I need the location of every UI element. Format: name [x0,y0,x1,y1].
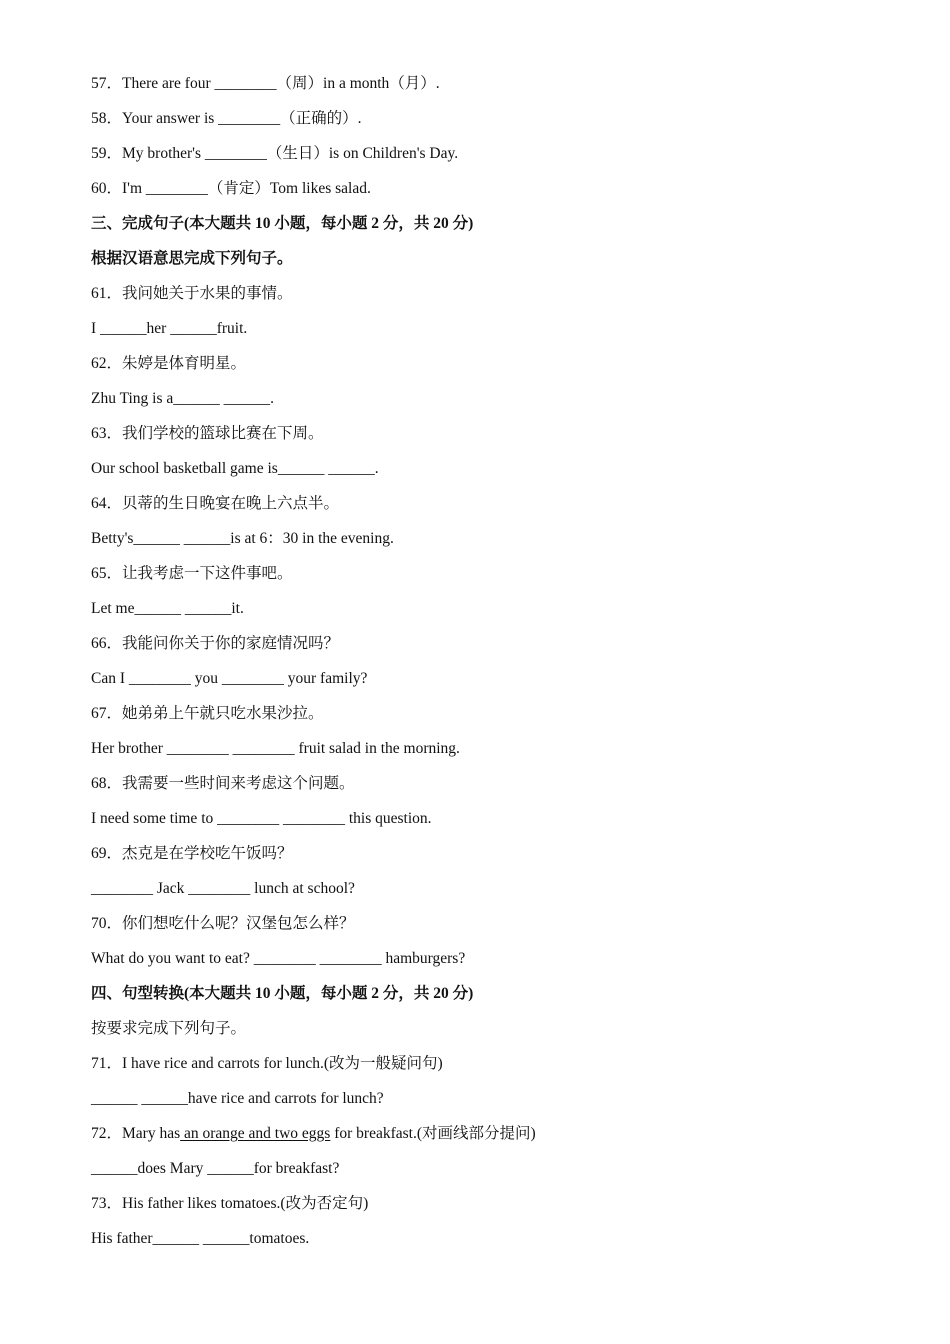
question-60: 60．I'm ________（肯定）Tom likes salad. [91,180,371,197]
question-72-prompt-end: for breakfast.(对画线部分提问) [330,1125,536,1142]
question-69-answer: ________ Jack ________ lunch at school? [91,880,355,897]
question-63-prompt: 63．我们学校的篮球比赛在下周。 [91,425,324,442]
question-69-prompt: 69．杰克是在学校吃午饭吗？ [91,845,293,862]
section-4-heading: 四、句型转换(本大题共 10 小题，每小题 2 分，共 20 分) [91,985,474,1002]
question-61-prompt: 61．我问她关于水果的事情。 [91,285,293,302]
question-70-answer: What do you want to eat? ________ ________ hamburgers? [91,950,466,967]
question-64-prompt: 64．贝蒂的生日晚宴在晚上六点半。 [91,495,340,512]
question-65-prompt: 65．让我考虑一下这件事吧。 [91,565,293,582]
section-3-heading: 三、完成句子(本大题共 10 小题，每小题 2 分，共 20 分) [91,215,474,232]
question-59: 59．My brother's ________（生日）is on Children's Day. [91,145,459,162]
question-57: 57．There are four ________（周）in a month（月）. [91,75,440,92]
question-73-answer: His father______ ______tomatoes. [91,1230,310,1247]
question-64-answer: Betty's______ ______is at 6：30 in the evening. [91,530,394,547]
question-67-prompt: 67．她弟弟上午就只吃水果沙拉。 [91,705,324,722]
question-70-prompt: 70．你们想吃什么呢？汉堡包怎么样？ [91,915,355,932]
question-73-prompt: 73．His father likes tomatoes.(改为否定句) [91,1195,369,1212]
question-61-answer: I ______her ______fruit. [91,320,248,337]
section-4-instruction: 按要求完成下列句子。 [91,1020,247,1037]
question-62-prompt: 62．朱婷是体育明星。 [91,355,247,372]
question-68-answer: I need some time to ________ ________ this question. [91,810,432,827]
question-65-answer: Let me______ ______it. [91,600,244,617]
document-page [91,72,871,1262]
question-68-prompt: 68．我需要一些时间来考虑这个问题。 [91,775,355,792]
question-62-answer: Zhu Ting is a______ ______. [91,390,275,407]
question-63-answer: Our school basketball game is______ ______. [91,460,379,477]
question-71-answer: ______ ______have rice and carrots for lunch? [91,1090,384,1107]
section-3-instruction: 根据汉语意思完成下列句子。 [91,250,293,267]
question-72-prompt-start: 72．Mary has [91,1125,181,1142]
question-72-prompt [91,1122,871,1157]
question-66-prompt: 66．我能问你关于你的家庭情况吗？ [91,635,340,652]
question-58: 58．Your answer is ________（正确的）. [91,110,362,127]
question-72-answer: ______does Mary ______for breakfast? [91,1160,340,1177]
question-71-prompt: 71．I have rice and carrots for lunch.(改为一般疑问句) [91,1055,443,1072]
question-66-answer: Can I ________ you ________ your family? [91,670,368,687]
underlined-phrase: an orange and two eggs [180,1125,331,1142]
question-67-answer: Her brother ________ ________ fruit salad in the morning. [91,740,460,757]
